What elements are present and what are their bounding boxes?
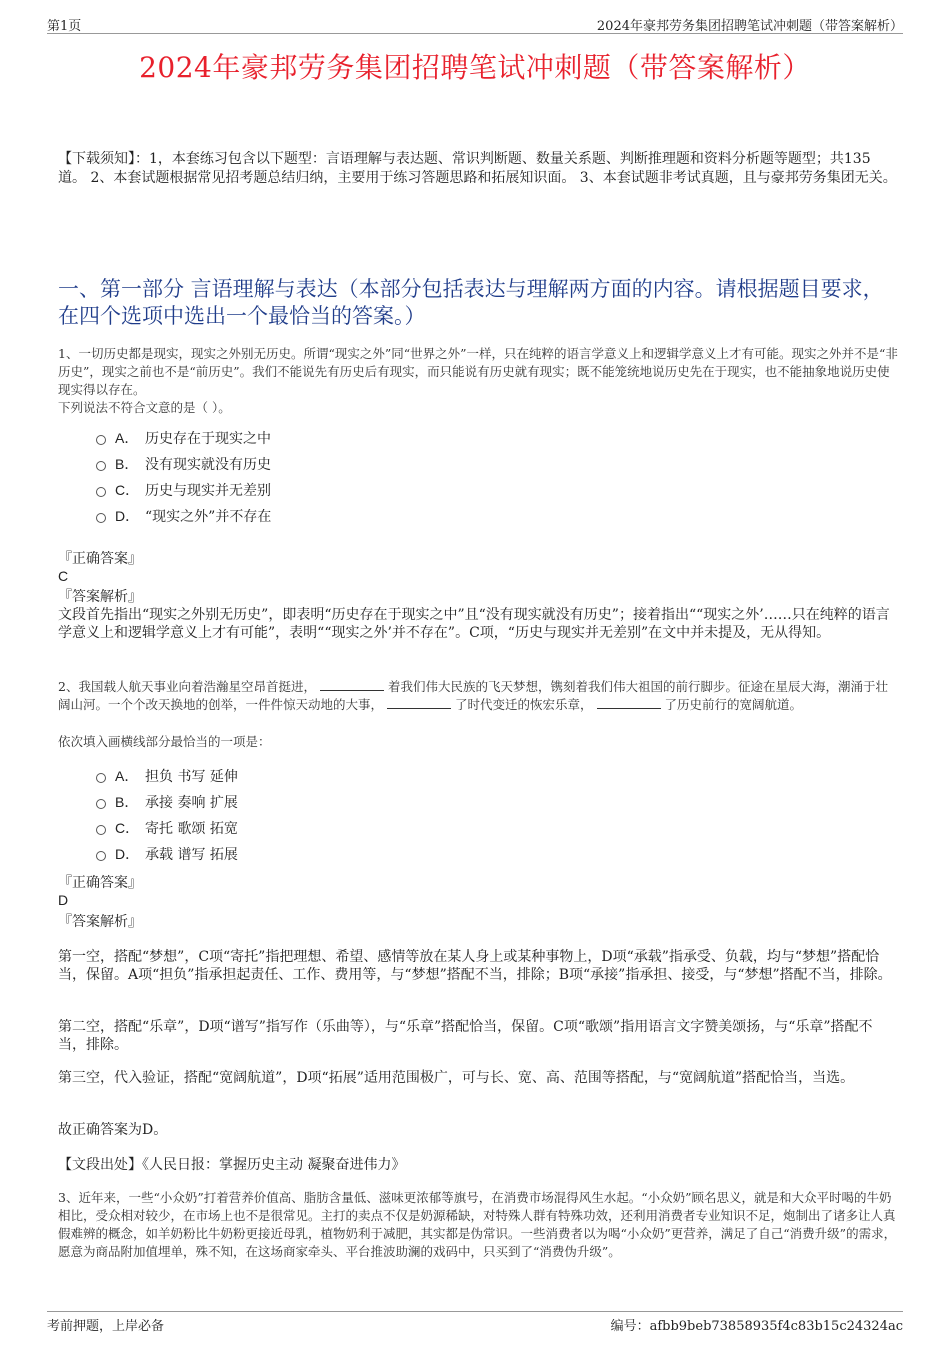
question-2-text-part-2: 着我们伟大民族的飞天梦想，镌刻着我们伟大祖国的前行脚步。征途在星辰大海，潮涌于壮阔山河。一个个改天换地的创举，一件件惊天动地的大事， <box>58 679 888 712</box>
option-letter: A． <box>115 430 139 446</box>
header-doc-title: 2024年豪邦劳务集团招聘笔试冲刺题（带答案解析） <box>596 19 903 34</box>
radio-icon[interactable] <box>96 825 106 835</box>
question-2-text-part-4: 了历史前行的宽阔航道。 <box>664 697 803 712</box>
question-1-option-b[interactable] <box>96 451 271 477</box>
option-text: 承载 谱写 拓展 <box>145 847 238 863</box>
question-2-answer-label: 『正确答案』 <box>58 875 142 891</box>
question-2-text-part-1: 2、我国载人航天事业向着浩瀚星空昂首挺进， <box>58 679 316 694</box>
question-1-analysis: 文段首先指出“现实之外别无历史”，即表明“历史存在于现实之中”且“没有现实就没有历史”；接着指出““现实之外’……只在纯粹的语言学意义上和逻辑学意义上才有可能”，表明““现实之外’并不存在”。C项，“历史与现实并无差别”在文中并未提及，无从得知。 <box>58 607 890 641</box>
option-letter: D． <box>115 508 140 524</box>
question-2-analysis-para-2: 第二空，搭配“乐章”，D项“谱写”指写作（乐曲等），与“乐章”搭配恰当，保留。C项“歌颂”指用语言文字赞美颂扬，与“乐章”搭配不当，排除。 <box>58 1019 873 1053</box>
option-letter: B． <box>115 794 139 810</box>
question-2-analysis-para-4: 故正确答案为D。 <box>58 1122 168 1138</box>
question-2-options <box>96 763 238 867</box>
option-text: 没有现实就没有历史 <box>145 457 271 473</box>
radio-icon[interactable] <box>96 513 106 523</box>
question-1-text <box>58 345 898 417</box>
header-page-label: 第1页 <box>47 19 82 34</box>
question-2-text <box>58 678 898 714</box>
fill-blank-1 <box>320 678 384 691</box>
question-3-text: 3、近年来，一些“小众奶”打着营养价值高、脂肪含量低、滋味更浓郁等旗号，在消费市场混得风生水起。“小众奶”顾名思义，就是和大众平时喝的牛奶相比，受众相对较少，在市场上也不是很常见。主打的卖点不仅是奶源稀缺，对特殊人群有特殊功效，还利用消费者专业知识不足，炮制出了诸多让人真假难辨的概念，如羊奶粉比牛奶粉更接近母乳，植物奶利于减肥，其实都是伪常识。一些消费者以为喝“小众奶”更营养，满足了自己“消费升级”的需求，愿意为商品附加值埋单，殊不知，在这场商家牵头、平台推波助澜的戏码中，只买到了“消费伪升级”。 <box>58 1190 897 1259</box>
option-text: 历史存在于现实之中 <box>145 431 271 447</box>
question-2-option-c[interactable] <box>96 815 238 841</box>
page-title: 2024年豪邦劳务集团招聘笔试冲刺题（带答案解析） <box>139 51 811 84</box>
fill-blank-3 <box>597 696 661 709</box>
option-letter: D． <box>115 846 140 862</box>
option-text: 寄托 歌颂 拓宽 <box>145 821 238 837</box>
footer-slogan: 考前押题，上岸必备 <box>47 1319 165 1334</box>
radio-icon[interactable] <box>96 435 106 445</box>
question-1-stem: 1、一切历史都是现实，现实之外别无历史。所谓“现实之外”同“世界之外”一样，只在纯粹的语言学意义上和逻辑学意义上才有可能。现实之外并不是“非历史”，现实之前也不是“前历史”。我们不能说先有历史后有现实，而只能说有历史就有现实；既不能笼统地说历史先在于现实，也不能抽象地说历史使现实得以存在。 <box>58 346 898 397</box>
radio-icon[interactable] <box>96 773 106 783</box>
fill-blank-2 <box>387 696 451 709</box>
question-1-analysis-label: 『答案解析』 <box>58 589 142 605</box>
question-2-answer: D <box>58 892 69 908</box>
footer-divider <box>47 1311 903 1312</box>
question-2-text-part-3: 了时代变迁的恢宏乐章， <box>455 697 593 712</box>
question-2-analysis-label: 『答案解析』 <box>58 914 142 930</box>
option-letter: B． <box>115 456 139 472</box>
option-text: 担负 书写 延伸 <box>145 769 238 785</box>
question-2-option-b[interactable] <box>96 789 238 815</box>
question-2-prompt: 依次填入画横线部分最恰当的一项是： <box>58 734 271 749</box>
radio-icon[interactable] <box>96 461 106 471</box>
question-2-source: 【文段出处】《人民日报：掌握历史主动 凝聚奋进伟力》 <box>58 1157 406 1173</box>
question-1-option-a[interactable] <box>96 425 271 451</box>
question-1-option-d[interactable] <box>96 503 271 529</box>
question-2-option-a[interactable] <box>96 763 238 789</box>
radio-icon[interactable] <box>96 851 106 861</box>
option-letter: C． <box>115 820 140 836</box>
footer-doc-id: 编号：afbb9beb73858935f4c83b15c24324ac <box>610 1319 903 1334</box>
download-notice: 【下载须知】：1，本套练习包含以下题型：言语理解与表达题、常识判断题、数量关系题、判断推理题和资料分析题等题型；共135道。 2、本套试题根据常见招考题总结归纳，主要用于练习答题思路和拓展知识面。 3、本套试题非考试真题，且与豪邦劳务集团无关。 <box>58 151 897 186</box>
question-1-option-c[interactable] <box>96 477 271 503</box>
radio-icon[interactable] <box>96 799 106 809</box>
question-2-analysis-para-1: 第一空，搭配“梦想”，C项“寄托”指把理想、希望、感情等放在某人身上或某种事物上，D项“承载”指承受、负载，均与“梦想”搭配恰当，保留。A项“担负”指承担起责任、工作、费用等，与“梦想”搭配不当，排除；B项“承接”指承担、接受，与“梦想”搭配不当，排除。 <box>58 949 892 983</box>
section-title: 一、第一部分 言语理解与表达（本部分包括表达与理解两方面的内容。请根据题目要求，在四个选项中选出一个最恰当的答案。） <box>58 277 884 328</box>
question-1-answer: C <box>58 568 69 584</box>
option-text: 历史与现实并无差别 <box>145 483 271 499</box>
question-2-analysis-para-3: 第三空，代入验证，搭配“宽阔航道”，D项“拓展”适用范围极广，可与长、宽、高、范围等搭配，与“宽阔航道”搭配恰当，当选。 <box>58 1070 855 1086</box>
question-1-prompt: 下列说法不符合文意的是（ ）。 <box>58 400 231 415</box>
option-letter: C． <box>115 482 140 498</box>
header-divider <box>47 33 903 34</box>
radio-icon[interactable] <box>96 487 106 497</box>
option-letter: A． <box>115 768 139 784</box>
question-1-answer-label: 『正确答案』 <box>58 551 142 567</box>
option-text: 承接 奏响 扩展 <box>145 795 238 811</box>
question-2-option-d[interactable] <box>96 841 238 867</box>
option-text: “现实之外”并不存在 <box>145 509 272 525</box>
question-1-options <box>96 425 271 529</box>
